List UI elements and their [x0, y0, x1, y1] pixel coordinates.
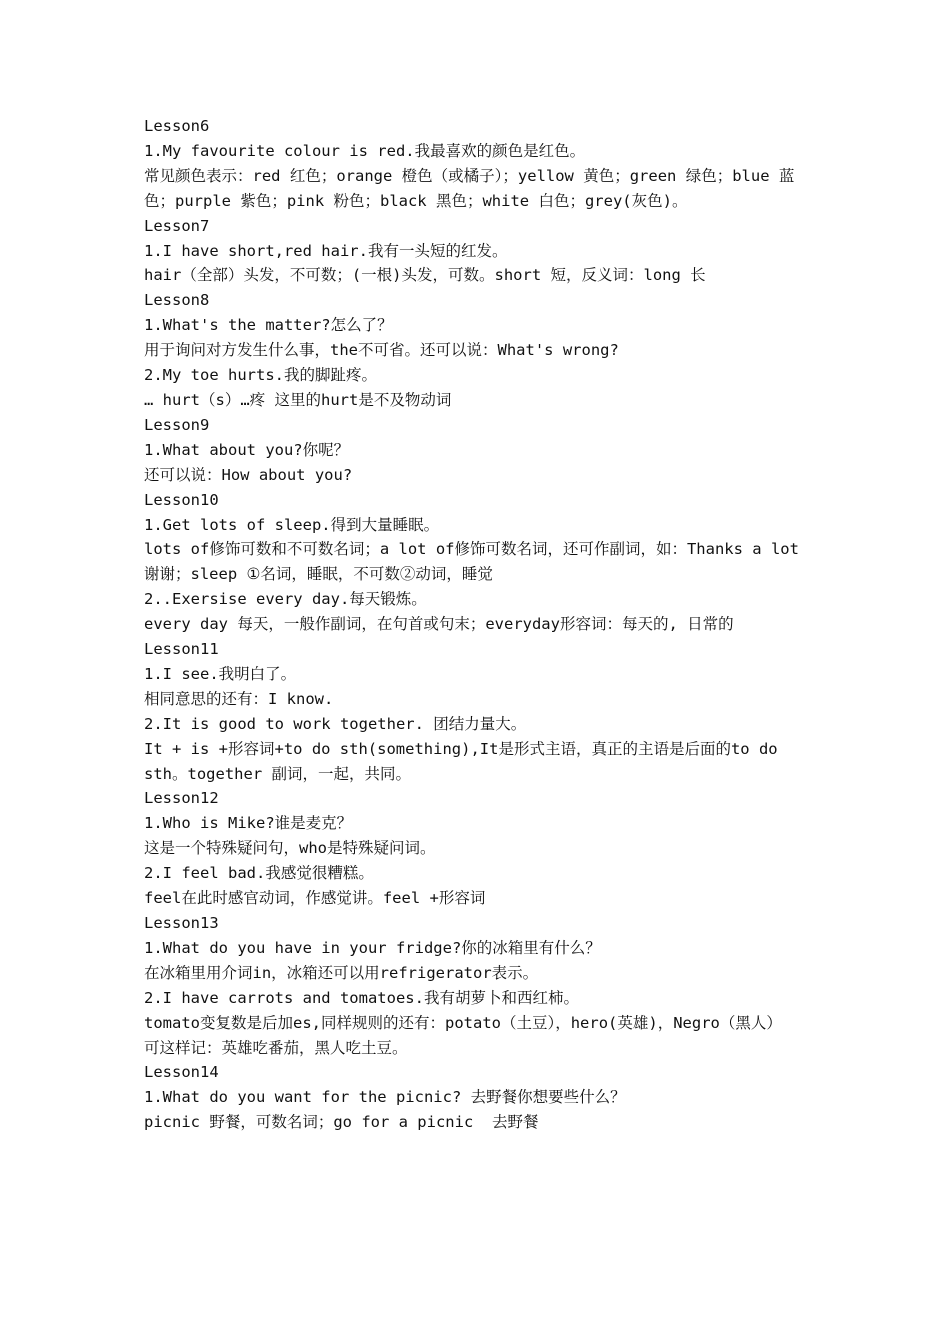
- text-line: 1.My favourite colour is red.我最喜欢的颜色是红色。: [144, 141, 586, 160]
- lesson-heading: Lesson10: [144, 490, 219, 509]
- text-line: 2.I have carrots and tomatoes.我有胡萝卜和西红柿。: [144, 988, 579, 1007]
- text-line: 2..Exersise every day.每天锻炼。: [144, 590, 427, 609]
- text-line: 相同意思的还有：I know.: [144, 689, 334, 708]
- text-line: 用于询问对方发生什么事，the不可省。还可以说：What's wrong?: [144, 341, 619, 360]
- text-line: lots of修饰可数和不可数名词；a lot of修饰可数名词，还可作副词，如：Thanks a lot 谢谢；sleep ①名词，睡眠，不可数②动词，睡觉: [144, 540, 809, 584]
- text-line: 常见颜色表示：red 红色；orange 橙色（或橘子）；yellow 黄色；green 绿色；blue 蓝色；purple 紫色；pink 粉色；black 黑色；white 白色；grey(灰色)。: [144, 166, 795, 210]
- text-line: It + is +形容词+to do sth(something),It是形式主语，真正的主语是后面的to do: [144, 739, 778, 758]
- text-line: 还可以说：How about you?: [144, 465, 353, 484]
- text-line: 1.Get lots of sleep.得到大量睡眠。: [144, 515, 440, 534]
- document-body: [144, 114, 812, 1135]
- text-line: … hurt（s）…疼 这里的hurt是不及物动词: [144, 390, 452, 409]
- text-line: 1.What do you want for the picnic? 去野餐你想要些什么？: [144, 1088, 626, 1107]
- text-line: 1.What do you have in your fridge?你的冰箱里有什么？: [144, 938, 601, 957]
- text-line: 在冰箱里用介词in，冰箱还可以用refrigerator表示。: [144, 963, 539, 982]
- text-line: 2.I feel bad.我感觉很糟糕。: [144, 864, 374, 883]
- lesson-heading: Lesson14: [144, 1063, 219, 1082]
- text-line: 1.I have short,red hair.我有一头短的红发。: [144, 241, 508, 260]
- lesson-heading: Lesson7: [144, 216, 210, 235]
- lesson-heading: Lesson12: [144, 789, 219, 808]
- text-line: sth。together 副词，一起，共同。: [144, 764, 411, 783]
- text-line: picnic 野餐，可数名词；go for a picnic 去野餐: [144, 1113, 539, 1132]
- text-line: tomato变复数是后加es,同样规则的还有：potato（土豆），hero(英雄)，Negro（黑人）: [144, 1013, 782, 1032]
- text-line: 2.It is good to work together. 团结力量大。: [144, 714, 527, 733]
- text-line: feel在此时感官动词，作感觉讲。feel +形容词: [144, 889, 486, 908]
- text-line: every day 每天，一般作副词，在句首或句末；everyday形容词：每天的, 日常的: [144, 615, 734, 634]
- text-line: 1.Who is Mike?谁是麦克？: [144, 814, 353, 833]
- text-line: 1.What's the matter?怎么了？: [144, 316, 393, 335]
- lesson-heading: Lesson9: [144, 415, 210, 434]
- text-line: 1.I see.我明白了。: [144, 664, 297, 683]
- lesson-heading: Lesson6: [144, 117, 210, 135]
- text-line: 1.What about you?你呢？: [144, 440, 350, 459]
- text-line: 可这样记：英雄吃番茄，黑人吃土豆。: [144, 1038, 408, 1057]
- text-line: 这是一个特殊疑问句，who是特殊疑问词。: [144, 839, 436, 858]
- text-line: 2.My toe hurts.我的脚趾疼。: [144, 366, 377, 385]
- lesson-heading: Lesson13: [144, 914, 219, 932]
- lesson-heading: Lesson11: [144, 640, 219, 659]
- text-line: hair（全部）头发，不可数；(一根)头发，可数。short 短，反义词：long 长: [144, 266, 706, 285]
- lesson-heading: Lesson8: [144, 291, 210, 310]
